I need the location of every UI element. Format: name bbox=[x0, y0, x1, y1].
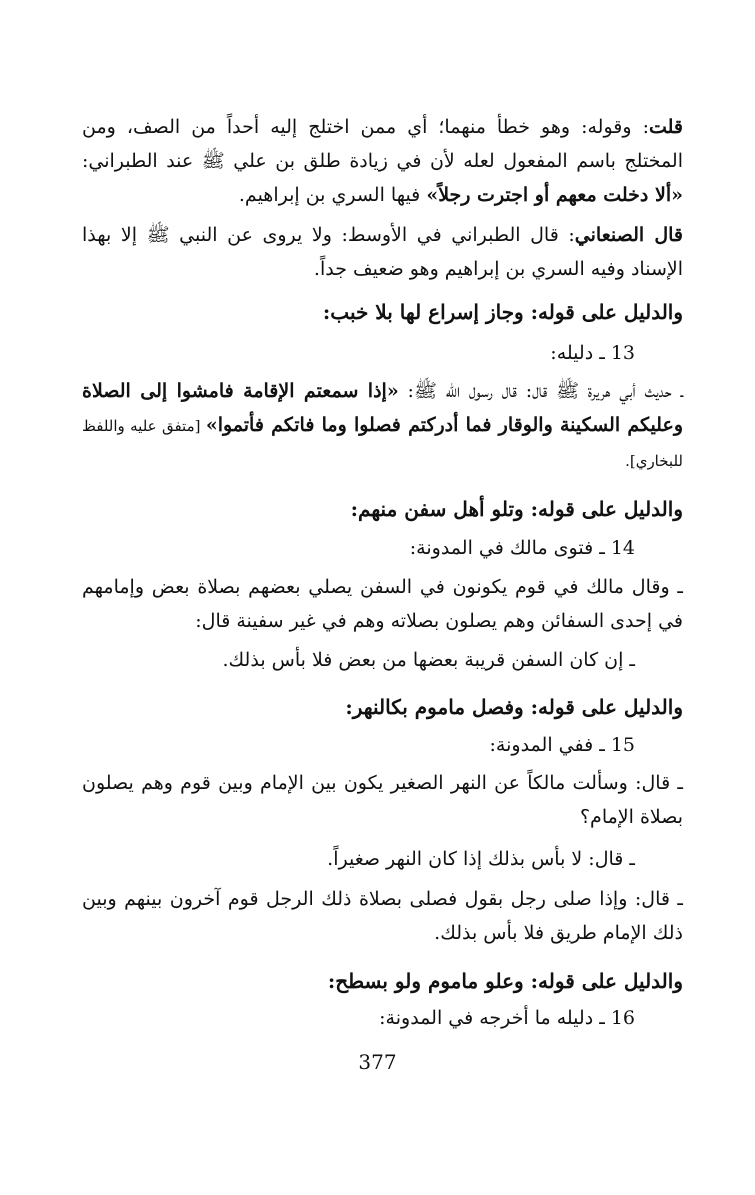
heading-sath: والدليل على قوله: وعلو ماموم ولو بسطح: bbox=[327, 969, 683, 993]
qult-body-1: : وقوله: وهو خطأ منهما؛ أي ممن اختلج إليه أحداً من الصف، ومن المختلج باسم المفعول لعله لأن في زيادة طلق بن علي ﷺ عند الطبراني: bbox=[82, 116, 683, 172]
hadith-source: [متفق عليه واللفظ للبخاري]. bbox=[82, 417, 683, 470]
sanani-body: : قال الطبراني في الأوسط: ولا يروى عن النبي ﷺ إلا بهذا الإسناد وفيه السري بن إبراهيم وهو ضعيف جداً. bbox=[82, 224, 683, 280]
hadith-intro: ـ حديث أبي هريرة ﷺ قال: قال رسول الله ﷺ: bbox=[398, 380, 683, 402]
heading-sufun: والدليل على قوله: وتلو أهل سفن منهم: bbox=[350, 497, 683, 521]
paragraph-nahr-answer: ـ قال: لا بأس بذلك إذا كان النهر صغيراً. bbox=[327, 848, 635, 870]
ref-13: 13 ـ دليله: bbox=[550, 342, 635, 364]
paragraph-tariq: ـ قال: وإذا صلى رجل بقول فصلى بصلاة ذلك الرجل قوم آخرون بينهم وبين ذلك الإمام طريق فلا بأس بذلك. bbox=[82, 888, 683, 944]
heading-israa: والدليل على قوله: وجاز إسراع لها بلا خبب: bbox=[322, 300, 683, 324]
hadith-quote: «إذا سمعتم الإقامة فامشوا إلى الصلاة وعليكم السكينة والوقار فما أدركتم فصلوا وما فاتكم فأتموا» bbox=[82, 380, 683, 436]
paragraph-nahr-question: ـ قال: وسألت مالكاً عن النهر الصغير يكون بين الإمام وبين قوم وهم يصلون بصلاة الإمام؟ bbox=[82, 772, 683, 828]
ref-16: 16 ـ دليله ما أخرجه في المدونة: bbox=[379, 1007, 635, 1029]
page-number: 377 bbox=[358, 1050, 397, 1074]
qult-quote: «ألا دخلت معهم أو اجترت رجلاً» bbox=[426, 184, 683, 206]
paragraph-malik-sufun: ـ وقال مالك في قوم يكونون في السفن يصلي بعضهم بصلاة بعض وإمامهم في إحدى السفائن وهم يصلون بصلاته وهم في غير سفينة قال: bbox=[82, 576, 683, 632]
qult-body-2: فيها السري بن إبراهيم. bbox=[238, 184, 427, 206]
ref-14: 14 ـ فتوى مالك في المدونة: bbox=[409, 537, 635, 559]
qult-lead: قلت bbox=[648, 116, 683, 138]
paragraph-hadith bbox=[82, 374, 683, 478]
heading-nahr: والدليل على قوله: وفصل ماموم بكالنهر: bbox=[345, 695, 683, 719]
sanani-lead: قال الصنعاني bbox=[574, 224, 683, 246]
paragraph-sufun-answer: ـ إن كان السفن قريبة بعضها من بعض فلا بأس بذلك. bbox=[222, 649, 635, 671]
paragraph-sanani bbox=[82, 218, 683, 286]
paragraph-qult bbox=[82, 110, 683, 212]
ref-15: 15 ـ ففي المدونة: bbox=[489, 734, 635, 756]
